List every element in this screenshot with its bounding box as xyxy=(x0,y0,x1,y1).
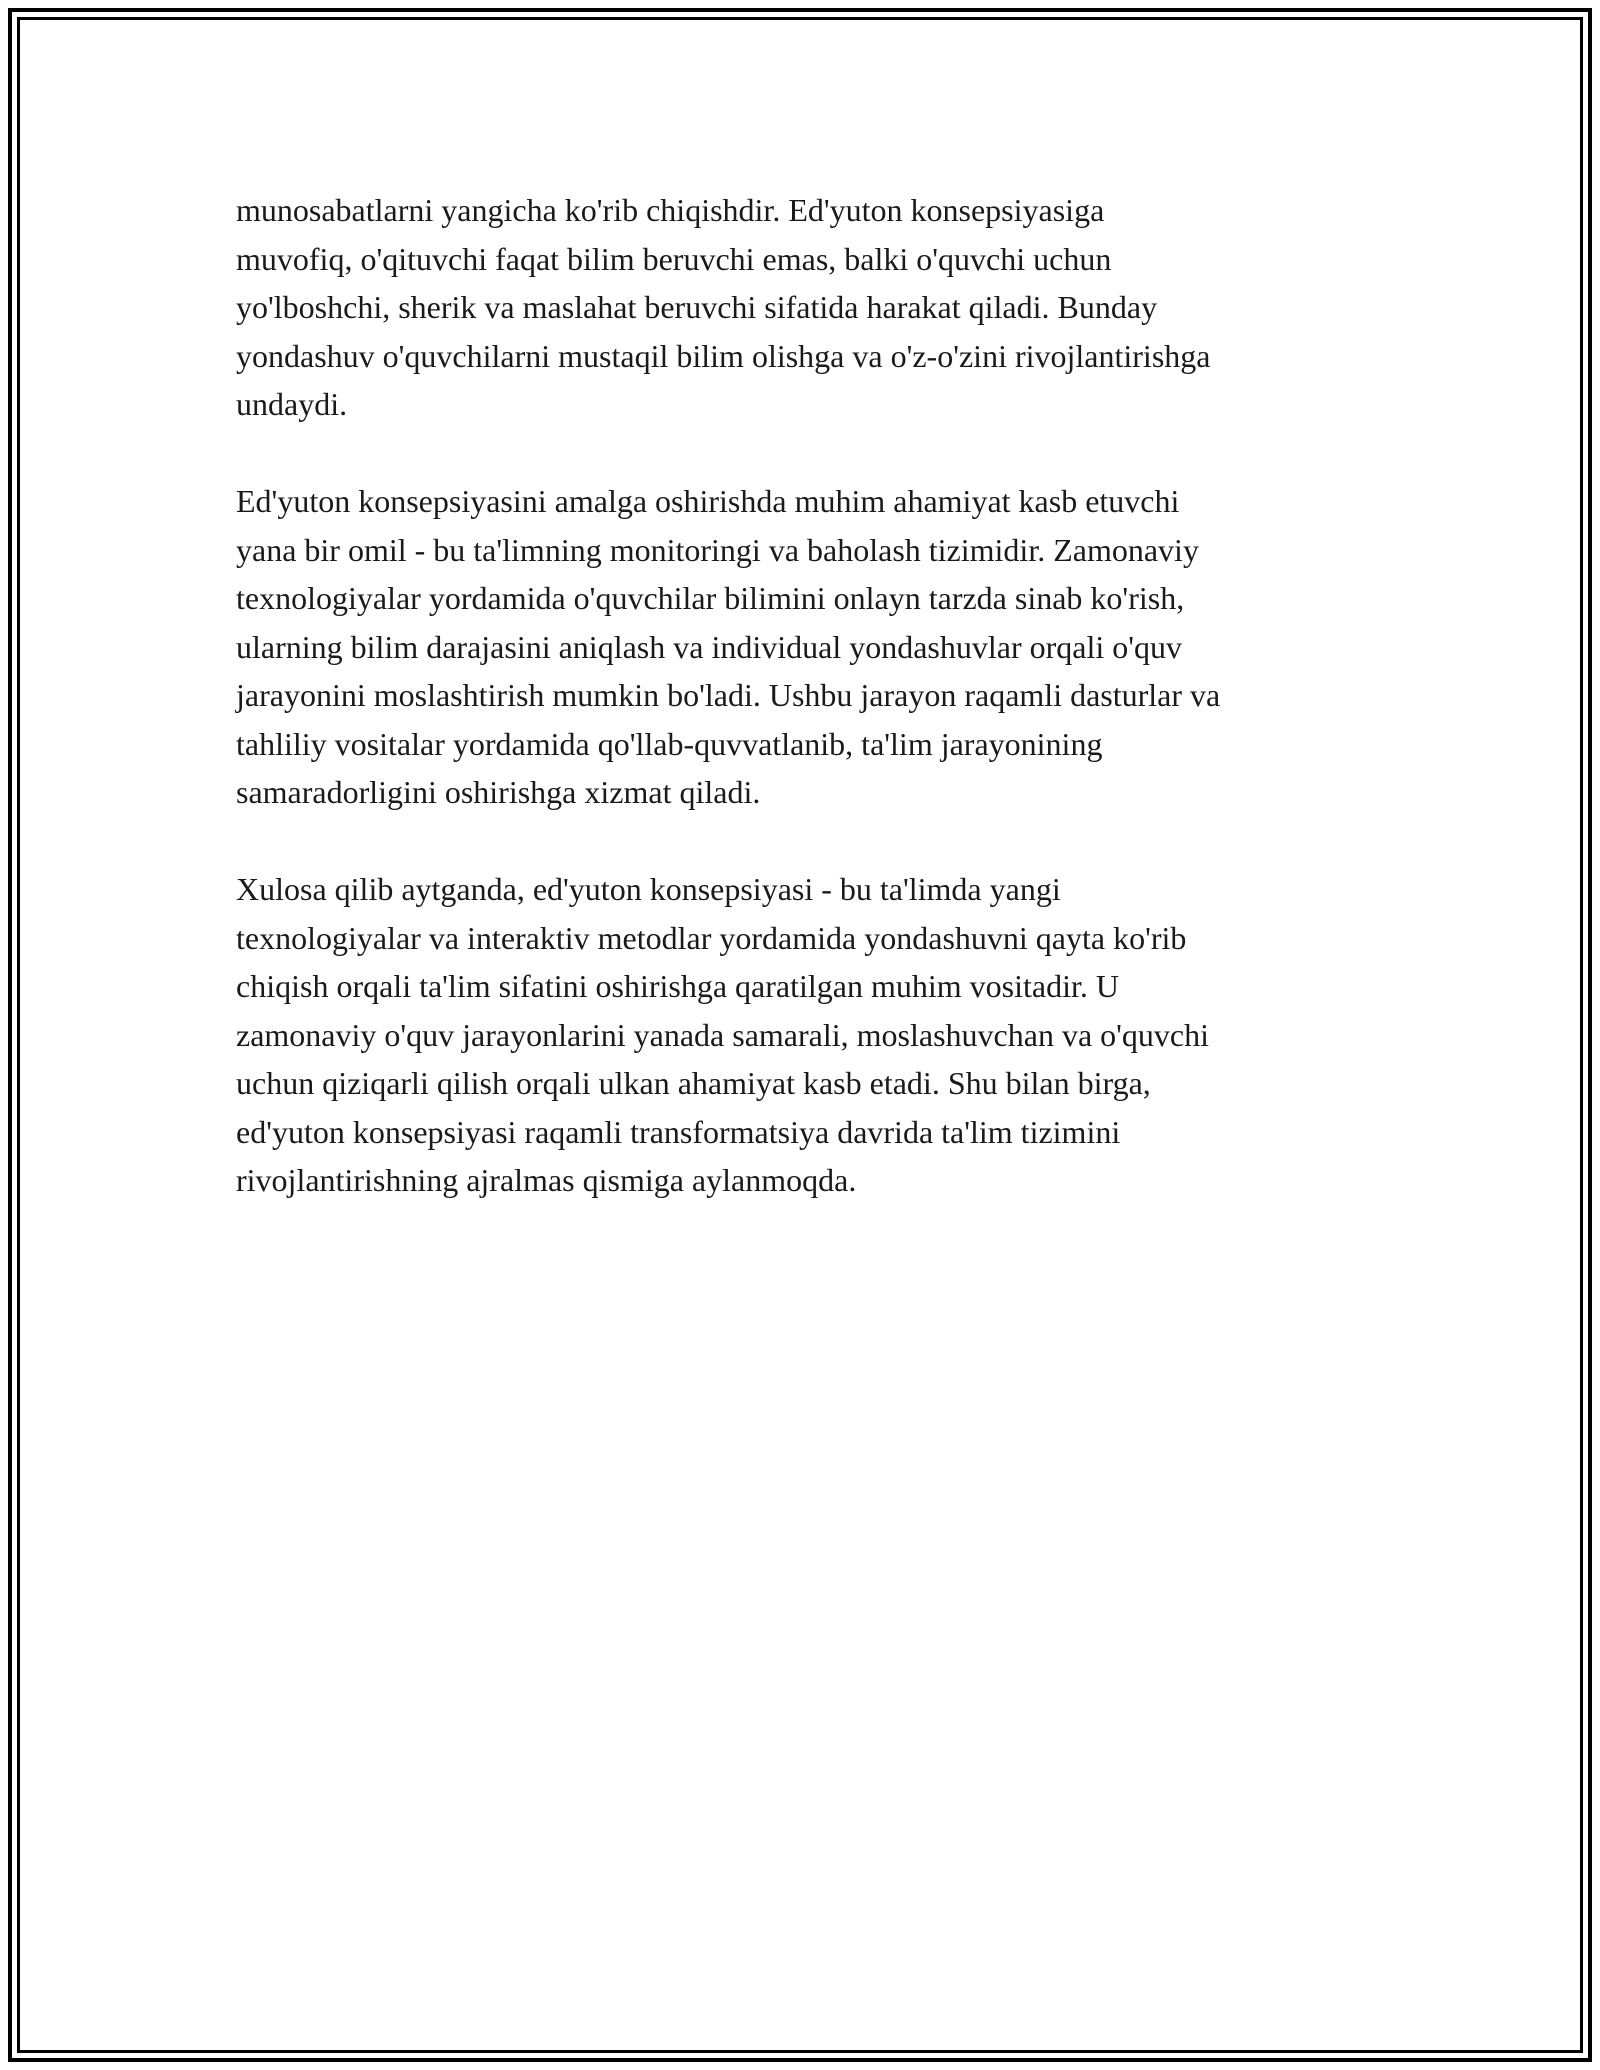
paragraph-1: munosabatlarni yangicha ko'rib chiqishdir. Ed'yuton konsepsiyasiga muvofiq, o'qituvchi faqat bilim beruvchi emas, balki o'quvchi uchun yo'lboshchi, sherik va maslahat beruvchi sifatida harakat qiladi. Bunday yondashuv o'quvchilarni mustaqil bilim olishga va o'z-o'zini rivojlantirishga undaydi. xyxy=(236,192,1211,422)
paragraph-3: Xulosa qilib aytganda, ed'yuton konsepsiyasi - bu ta'limda yangi texnologiyalar va interaktiv metodlar yordamida yondashuvni qayta ko'rib chiqish orqali ta'lim sifatini oshirishga qaratilgan muhim vositadir. U zamonaviy o'quv jarayonlarini yanada samarali, moslashuvchan va o'quvchi uchun qiziqarli qilish orqali ulkan ahamiyat kasb etadi. Shu bilan birga, ed'yuton konsepsiyasi raqamli transformatsiya davrida ta'lim tizimini rivojlantirishning ajralmas qismiga aylanmoqda. xyxy=(236,871,1209,1198)
document-body xyxy=(236,186,1376,1253)
paragraph-2: Ed'yuton konsepsiyasini amalga oshirishda muhim ahamiyat kasb etuvchi yana bir omil - bu ta'limning monitoringi va baholash tizimidir. Zamonaviy texnologiyalar yordamida o'quvchilar bilimini onlayn tarzda sinab ko'rish, ularning bilim darajasini aniqlash va individual yondashuvlar orqali o'quv jarayonini moslashtirish mumkin bo'ladi. Ushbu jarayon raqamli dasturlar va tahliliy vositalar yordamida qo'llab-quvvatlanib, ta'lim jarayonining samaradorligini oshirishga xizmat qiladi. xyxy=(236,483,1221,810)
